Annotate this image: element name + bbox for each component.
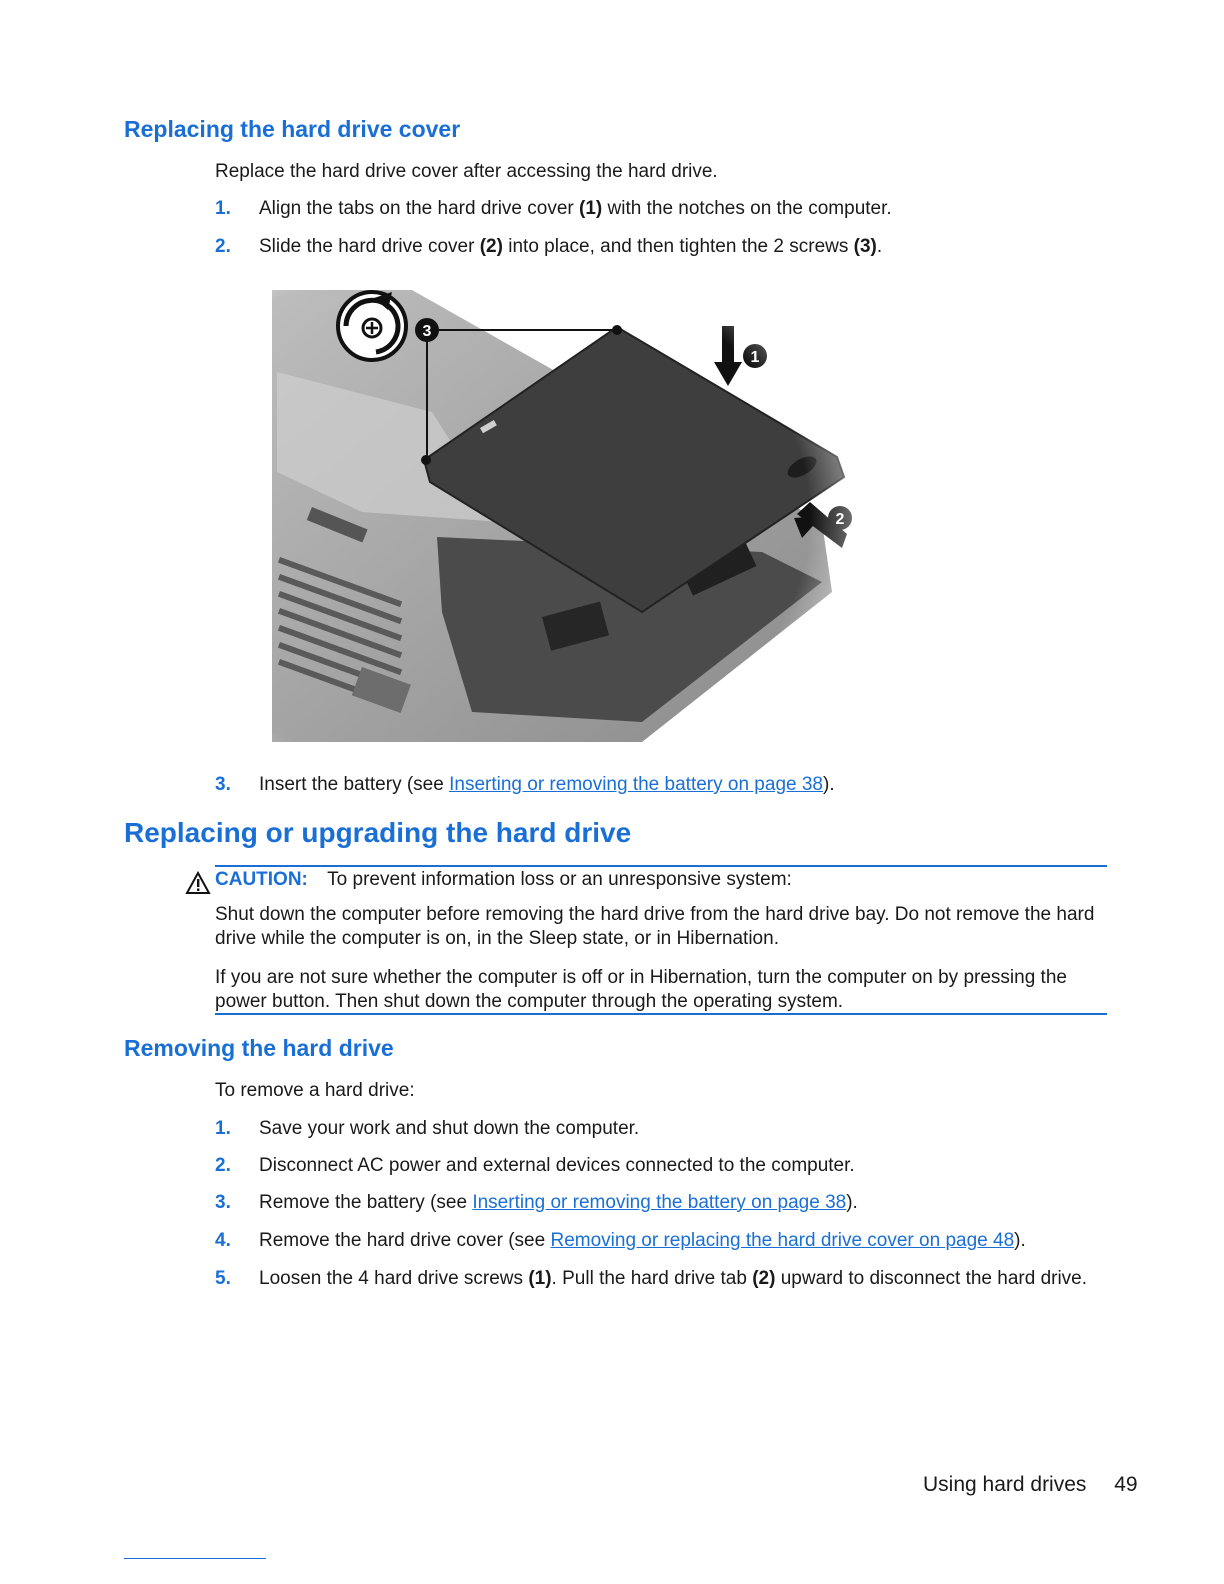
step-text: Insert the battery (see Inserting or removing the battery on page 38). <box>259 774 835 795</box>
step-text: Remove the battery (see Inserting or removing the battery on page 38). <box>259 1192 858 1213</box>
footer-section-title: Using hard drives <box>923 1473 1087 1496</box>
step-number: 1. <box>215 198 231 219</box>
caution-label: CAUTION: <box>215 869 308 890</box>
caution-top-rule <box>215 865 1107 867</box>
caution-lead-text: To prevent information loss or an unresponsive system: <box>327 869 792 890</box>
step-number: 1. <box>215 1118 231 1139</box>
step-text: Disconnect AC power and external devices connected to the computer. <box>259 1155 855 1176</box>
hard-drive-cover-link[interactable]: Removing or replacing the hard drive cover on page 48 <box>550 1230 1015 1251</box>
caution-paragraph: If you are not sure whether the computer is off or in Hibernation, turn the computer on by pressing the power button. Then shut down the computer through the operating system. <box>215 967 1067 1012</box>
step-number: 2. <box>215 236 231 257</box>
section-heading-replacing-upgrading: Replacing or upgrading the hard drive <box>124 817 632 848</box>
step-number: 5. <box>215 1268 231 1289</box>
step-text: Save your work and shut down the computer. <box>259 1118 640 1139</box>
section-heading-removing: Removing the hard drive <box>124 1035 394 1061</box>
caution-paragraph: Shut down the computer before removing the hard drive from the hard drive bay. Do not remove the hard drive while the computer is on, in the Sleep state, or in Hibernation. <box>215 904 1095 949</box>
section-intro: To remove a hard drive: <box>215 1080 415 1101</box>
battery-link[interactable]: Inserting or removing the battery on page 38 <box>449 774 823 795</box>
footer-rule <box>124 1558 266 1559</box>
battery-link[interactable]: Inserting or removing the battery on page 38 <box>472 1192 847 1213</box>
section-intro: Replace the hard drive cover after accessing the hard drive. <box>215 161 718 182</box>
caution-bottom-rule <box>215 1013 1107 1015</box>
section-heading-replacing-cover: Replacing the hard drive cover <box>124 116 461 142</box>
warning-triangle-icon <box>185 871 211 895</box>
step-text: Loosen the 4 hard drive screws (1). Pull the hard drive tab (2) upward to disconnect the hard drive. <box>259 1268 1088 1289</box>
step-text: Slide the hard drive cover (2) into place, and then tighten the 2 screws (3). <box>259 236 883 257</box>
caution-lead <box>215 868 792 892</box>
step-number: 4. <box>215 1230 231 1251</box>
step-number: 3. <box>215 1192 231 1213</box>
hard-drive-cover-illustration <box>262 282 862 752</box>
step-text: Align the tabs on the hard drive cover (1) with the notches on the computer. <box>259 198 892 219</box>
page-footer <box>923 1473 1138 1497</box>
step-text: Remove the hard drive cover (see Removing or replacing the hard drive cover on page 48). <box>259 1230 1026 1251</box>
page-number: 49 <box>1114 1473 1138 1496</box>
step-number: 2. <box>215 1155 231 1176</box>
step-number: 3. <box>215 774 231 795</box>
